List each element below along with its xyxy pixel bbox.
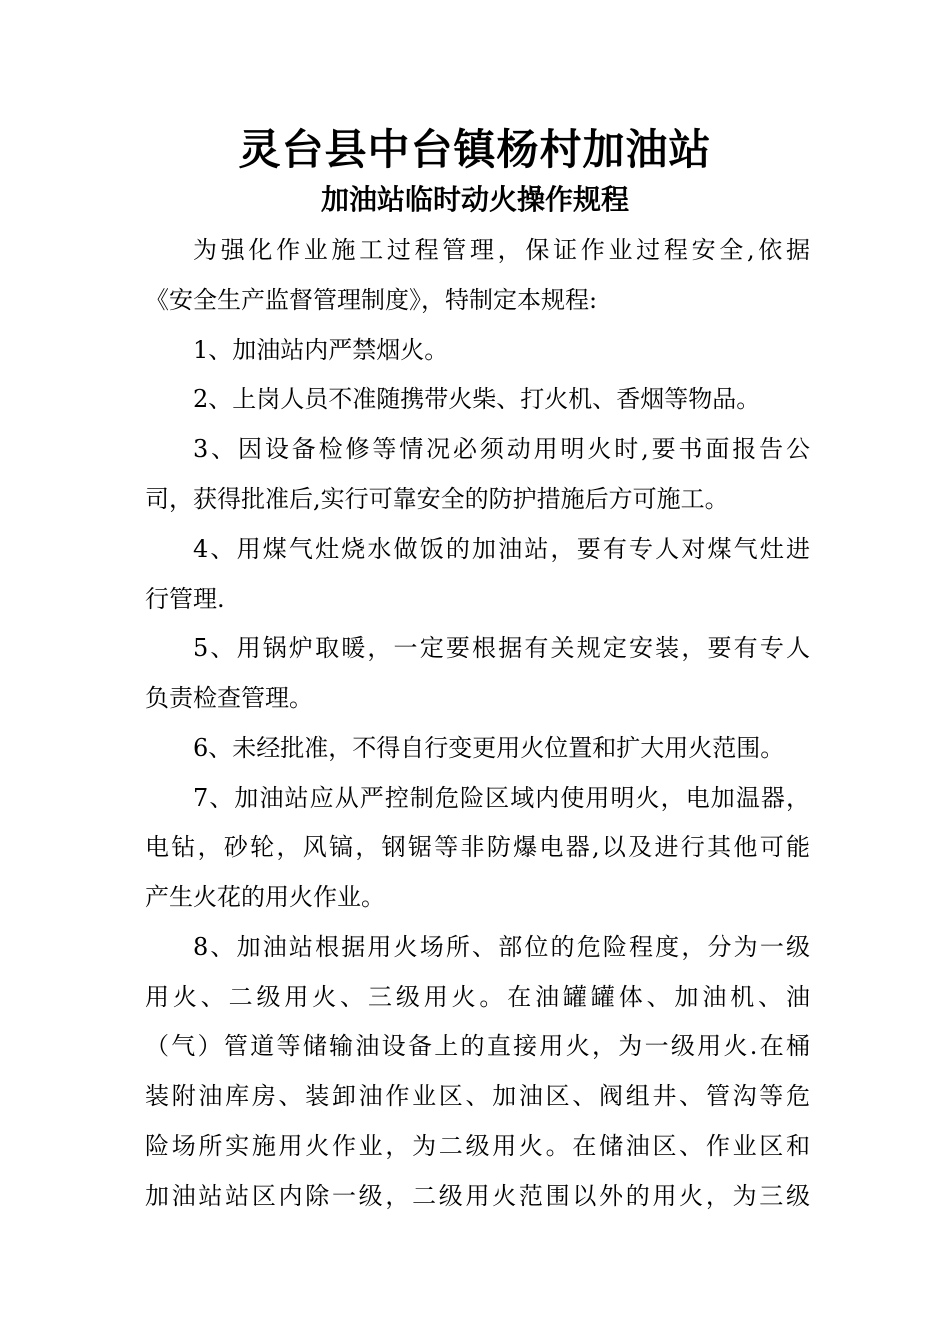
document-title: 灵台县中台镇杨村加油站 — [238, 125, 712, 174]
paragraph-line: 5、用锅炉取暖，一定要根据有关规定安装，要有专人 — [193, 634, 810, 662]
paragraph-line: 装附油库房、装卸油作业区、加油区、阀组井、管沟等危 — [145, 1082, 810, 1110]
paragraph-line: 7、加油站应从严控制危险区域内使用明火，电加温器， — [193, 784, 810, 812]
document-subtitle: 加油站临时动火操作规程 — [320, 183, 629, 216]
paragraph-line: 4、用煤气灶烧水做饭的加油站，要有专人对煤气灶进 — [193, 535, 810, 563]
paragraph-line: 为强化作业施工过程管理，保证作业过程安全,依据 — [193, 236, 810, 264]
paragraph-line: 3、因设备检修等情况必须动用明火时,要书面报告公 — [193, 435, 810, 463]
paragraph-line: 8、加油站根据用火场所、部位的危险程度，分为一级 — [193, 933, 810, 961]
paragraph-line: 产生火花的用火作业。 — [145, 883, 385, 911]
paragraph-line: 2、上岗人员不准随携带火柴、打火机、香烟等物品。 — [193, 385, 761, 413]
paragraph-line: 司，获得批准后,实行可靠安全的防护措施后方可施工。 — [145, 485, 729, 513]
paragraph-line: 1、加油站内严禁烟火。 — [193, 336, 449, 364]
paragraph-line: 《安全生产监督管理制度》，特制定本规程: — [145, 286, 598, 314]
paragraph-line: 险场所实施用火作业，为二级用火。在储油区、作业区和 — [145, 1132, 810, 1160]
paragraph-line: 行管理. — [145, 585, 225, 613]
paragraph-line: （气）管道等储输油设备上的直接用火，为一级用火.在桶 — [145, 1032, 810, 1060]
paragraph-line: 加油站站区内除一级，二级用火范围以外的用火，为三级 — [145, 1182, 810, 1210]
paragraph-line: 负责检查管理。 — [145, 684, 313, 712]
paragraph-line: 6、未经批准，不得自行变更用火位置和扩大用火范围。 — [193, 734, 785, 762]
paragraph-line: 用火、二级用火、三级用火。在油罐罐体、加油机、油 — [145, 983, 810, 1011]
paragraph-line: 电钻，砂轮，风镐，钢锯等非防爆电器,以及进行其他可能 — [145, 833, 810, 861]
